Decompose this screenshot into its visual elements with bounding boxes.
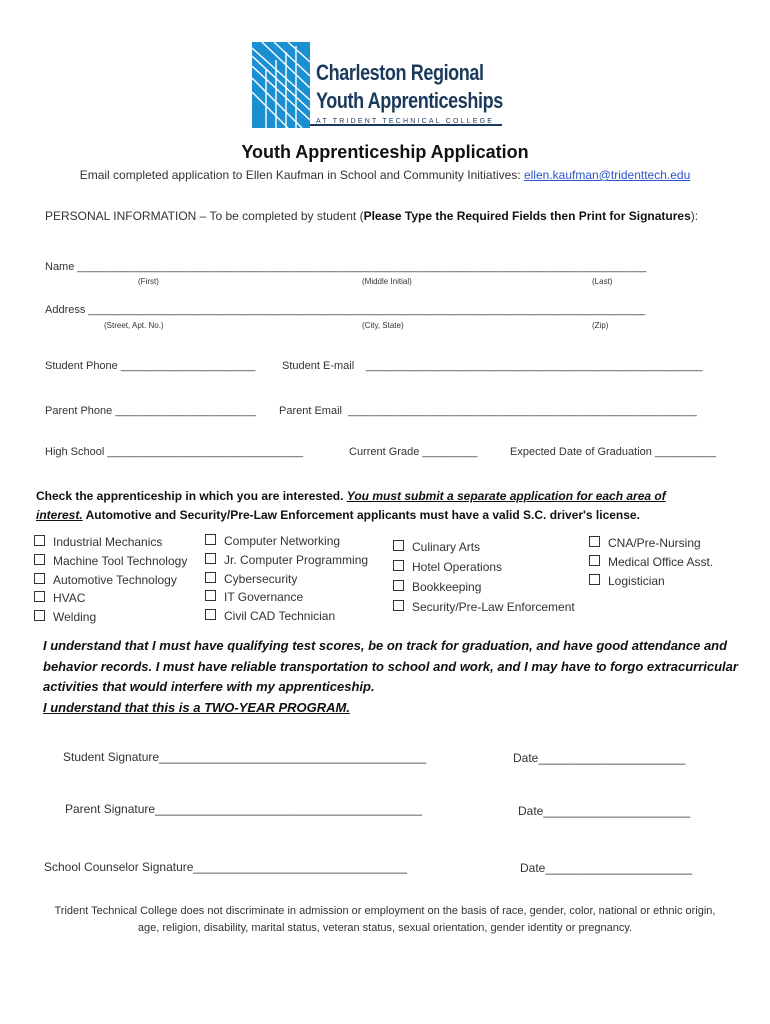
personal-info-prefix: PERSONAL INFORMATION – To be completed by student ( bbox=[45, 209, 364, 223]
checkbox[interactable] bbox=[393, 580, 404, 591]
option-label: Security/Pre-Law Enforcement bbox=[412, 600, 575, 614]
parent-email-field[interactable]: _________________________________________________________ bbox=[348, 405, 697, 417]
option-label: Culinary Arts bbox=[412, 540, 481, 554]
checkbox[interactable] bbox=[393, 540, 404, 551]
checkbox[interactable] bbox=[205, 609, 216, 620]
option-welding[interactable] bbox=[34, 610, 96, 624]
apprenticeship-instructions bbox=[36, 487, 686, 525]
checkbox[interactable] bbox=[205, 553, 216, 564]
name-last-label: (Last) bbox=[592, 277, 613, 286]
current-grade-field[interactable]: Current Grade _________ bbox=[349, 446, 478, 458]
option-medical-office[interactable] bbox=[589, 555, 713, 569]
two-year-program-notice: I understand that this is a TWO-YEAR PROGRAM. bbox=[43, 699, 350, 715]
instructions-italic: You must submit a separate application for each area of interest. bbox=[36, 489, 666, 522]
student-email-label: Student E-mail bbox=[282, 360, 355, 372]
option-cybersecurity[interactable] bbox=[205, 572, 297, 586]
option-label: Computer Networking bbox=[224, 534, 341, 548]
high-school-field[interactable]: High School ________________________________ bbox=[45, 446, 304, 458]
name-first-label: (First) bbox=[138, 277, 159, 286]
student-phone-field[interactable]: Student Phone ______________________ bbox=[45, 360, 256, 372]
option-automotive[interactable] bbox=[34, 573, 177, 587]
footer-text: Trident Technical College does not discriminate in admission or employment on the basis of race, gender, color, national or ethnic origin, age, religion, disability, marital status, veteran status, sexual orientation, gender identity or pregnancy. bbox=[54, 905, 716, 934]
option-cna-prenursing[interactable] bbox=[589, 536, 701, 550]
option-label: CNA/Pre-Nursing bbox=[608, 536, 701, 550]
option-label: Welding bbox=[53, 610, 97, 624]
page-title: Youth Apprenticeship Application bbox=[241, 142, 529, 162]
checkbox[interactable] bbox=[589, 555, 600, 566]
checkbox[interactable] bbox=[34, 573, 45, 584]
option-machine-tool[interactable] bbox=[34, 554, 187, 568]
address-zip-label: (Zip) bbox=[592, 321, 609, 330]
option-hvac[interactable] bbox=[34, 591, 85, 605]
checkbox[interactable] bbox=[34, 535, 45, 546]
name-middle-label: (Middle Initial) bbox=[362, 277, 412, 286]
checkbox[interactable] bbox=[589, 536, 600, 547]
graduation-date-field[interactable]: Expected Date of Graduation __________ bbox=[510, 446, 717, 458]
address-street-label: (Street, Apt. No.) bbox=[104, 321, 164, 330]
option-civil-cad[interactable] bbox=[205, 609, 335, 623]
option-label: Industrial Mechanics bbox=[53, 535, 163, 549]
student-date-field[interactable]: Date______________________ bbox=[513, 751, 686, 765]
personal-info-heading bbox=[45, 209, 698, 223]
instructions-bold: Check the apprenticeship in which you are interested. bbox=[36, 489, 344, 503]
option-label: IT Governance bbox=[224, 590, 304, 604]
counselor-date-field[interactable]: Date______________________ bbox=[520, 861, 693, 875]
checkbox[interactable] bbox=[205, 572, 216, 583]
checkbox[interactable] bbox=[393, 600, 404, 611]
email-instruction bbox=[0, 168, 770, 182]
email-instruction-text: Email completed application to Ellen Kaufman in School and Community Initiatives: bbox=[79, 168, 521, 182]
agreement-statement bbox=[43, 636, 743, 718]
option-label: Cybersecurity bbox=[224, 572, 298, 586]
student-signature-field[interactable]: Student Signature________________________________________ bbox=[63, 750, 427, 764]
option-label: Machine Tool Technology bbox=[53, 554, 188, 568]
logo-title-line2: Youth Apprenticeships bbox=[316, 88, 503, 113]
option-bookkeeping[interactable] bbox=[393, 580, 481, 594]
option-label: HVAC bbox=[53, 591, 86, 605]
parent-phone-field[interactable]: Parent Phone _______________________ bbox=[45, 405, 257, 417]
logo-title-line1: Charleston Regional bbox=[316, 60, 484, 85]
option-it-governance[interactable] bbox=[205, 590, 303, 604]
personal-info-suffix: ): bbox=[690, 209, 699, 223]
counselor-signature-field[interactable]: School Counselor Signature________________________________ bbox=[44, 860, 407, 874]
option-computer-networking[interactable] bbox=[205, 534, 340, 548]
option-label: Bookkeeping bbox=[412, 580, 482, 594]
checkbox[interactable] bbox=[205, 590, 216, 601]
address-field[interactable]: Address ___________________________________________________________________________________________ bbox=[45, 304, 646, 316]
checkbox[interactable] bbox=[393, 560, 404, 571]
option-industrial-mechanics[interactable] bbox=[34, 535, 162, 549]
personal-info-bold: Please Type the Required Fields then Print for Signatures bbox=[363, 209, 691, 223]
agreement-text: I understand that I must have qualifying test scores, be on track for graduation, and have good attendance and behavior records. I must have reliable transportation to school and work, and I may have to forgo extracurricular activities that would interfere with my apprenticeship. bbox=[43, 638, 738, 694]
email-link[interactable]: ellen.kaufman@tridenttech.edu bbox=[523, 168, 691, 182]
checkbox[interactable] bbox=[34, 554, 45, 565]
checkbox[interactable] bbox=[34, 610, 45, 621]
option-label: Logistician bbox=[608, 574, 665, 588]
checkbox[interactable] bbox=[34, 591, 45, 602]
checkbox[interactable] bbox=[589, 574, 600, 585]
option-label: Automotive Technology bbox=[53, 573, 177, 587]
nondiscrimination-footer bbox=[0, 903, 770, 937]
option-logistician[interactable] bbox=[589, 574, 665, 588]
option-label: Medical Office Asst. bbox=[608, 555, 714, 569]
checkbox[interactable] bbox=[205, 534, 216, 545]
option-security-prelaw[interactable] bbox=[393, 600, 575, 614]
option-jr-programming[interactable] bbox=[205, 553, 368, 567]
option-culinary-arts[interactable] bbox=[393, 540, 480, 554]
address-city-label: (City, State) bbox=[362, 321, 404, 330]
option-label: Jr. Computer Programming bbox=[224, 553, 369, 567]
parent-date-field[interactable]: Date______________________ bbox=[518, 804, 691, 818]
option-label: Civil CAD Technician bbox=[224, 609, 336, 623]
parent-email-label: Parent Email bbox=[279, 405, 342, 417]
instructions-license: Automotive and Security/Pre-Law Enforcement applicants must have a valid S.C. driver's license. bbox=[85, 508, 640, 522]
name-field[interactable]: Name _____________________________________________________________________________________________ bbox=[45, 261, 647, 273]
parent-signature-field[interactable]: Parent Signature________________________________________ bbox=[65, 802, 423, 816]
option-hotel-operations[interactable] bbox=[393, 560, 502, 574]
option-label: Hotel Operations bbox=[412, 560, 503, 574]
student-email-field[interactable]: _______________________________________________________ bbox=[366, 360, 703, 372]
logo-subtitle: AT TRIDENT TECHNICAL COLLEGE bbox=[316, 118, 495, 125]
